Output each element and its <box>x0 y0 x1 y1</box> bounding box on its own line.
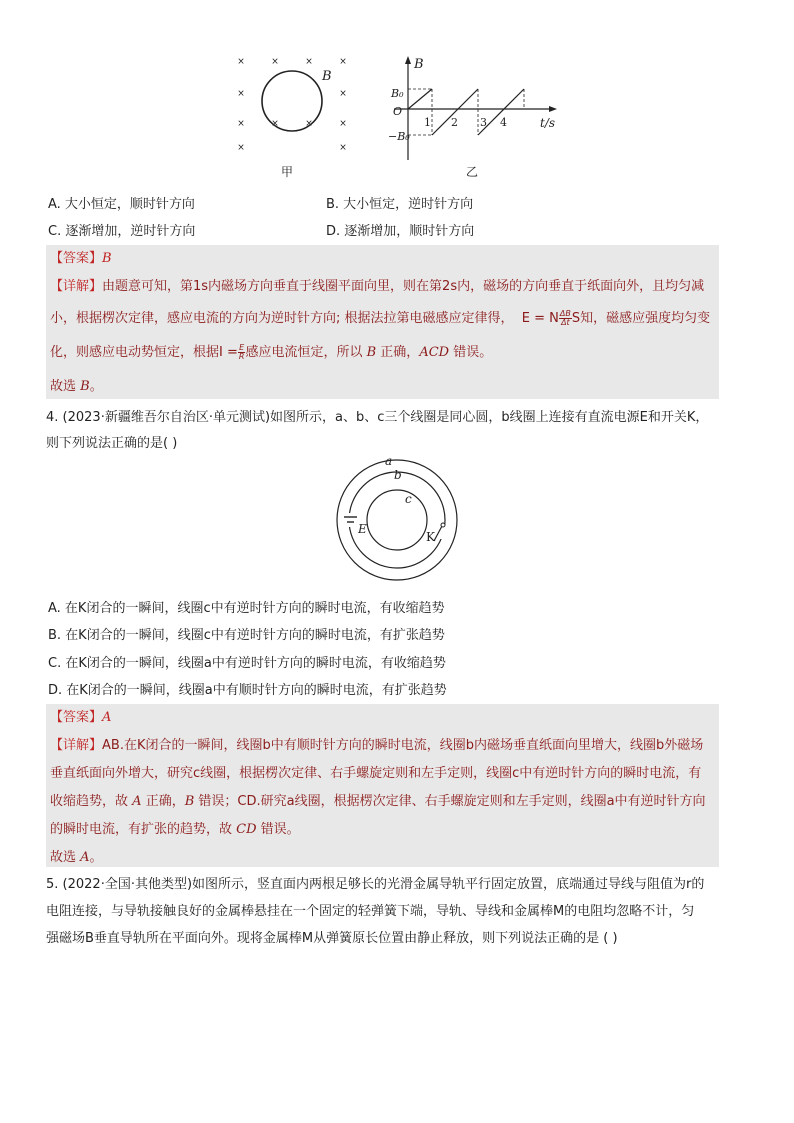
q3-detail-line-5: 感应电流恒定，所以 <box>245 345 363 360</box>
axis-x-label: t/s <box>540 116 556 130</box>
svg-text:×: × <box>339 119 347 129</box>
q3-fraction-e-r: $\frac{E}{R}$ <box>238 343 245 361</box>
q3-answer-block: 【答案】B 【详解】由题意可知，第1s内磁场方向垂直于线圈平面向里，则在第2s内，磁场的方向垂直于纸面向外，且均匀减 小，根据楞次定律，感应电流的方向为逆时针方向; 根据法拉第电磁感应定律得， E = N $\frac{\Delta B}{\Delta t}$ S知，磁感应强度均匀变 化，则感应电动势恒定，根据I = $\frac{E}{R}$ 感应电流恒定，所以 B 正确，ACD 错误。 故选 B。 <box>46 245 719 399</box>
label-k: K <box>426 530 435 544</box>
q3-option-c[interactable]: C. 逐渐增加，逆时针方向 <box>48 224 196 239</box>
q4-detail-line-5: 错误；CD.研究a线圈，根据楞次定律、右手螺旋定则和左手定则，线圈a中有逆时针方向 <box>198 794 706 809</box>
q4-detail-line-6: 的瞬时电流，有扩张的趋势，故 <box>50 822 233 837</box>
tick-4: 4 <box>500 116 507 129</box>
tick-1: 1 <box>424 116 431 129</box>
q3-conclusion: 故选 <box>50 379 77 394</box>
q5-stem-line-1: 5. (2022·全国·其他类型)如图所示，竖直面内两根足够长的光滑金属导轨平行固定放置，底端通过导线与阻值为r的 <box>46 877 705 892</box>
label-B0: B₀ <box>391 87 404 100</box>
figure-jia <box>225 52 365 182</box>
svg-text:×: × <box>305 119 313 129</box>
q5-stem-line-2: 电阻连接，与导轨接触良好的金属棒悬挂在一个固定的轻弹簧下端，导轨、导线和金属棒M的电阻均忽略不计，匀 <box>46 904 695 919</box>
q3-detail-line-1: 由题意可知，第1s内磁场方向垂直于线圈平面向里，则在第2s内，磁场的方向垂直于纸面向外，且均匀减 <box>102 279 705 294</box>
svg-text:×: × <box>339 89 347 99</box>
q4-sym-a: A <box>132 794 142 809</box>
svg-text:×: × <box>271 119 279 129</box>
q4-conclusion: 故选 <box>50 850 77 865</box>
q3-detail-line-7: 错误。 <box>453 345 493 360</box>
label-a: a <box>385 454 393 468</box>
q3-option-a[interactable]: A. 大小恒定，顺时针方向 <box>48 197 195 212</box>
q3-detail-line-4: 化，则感应电动势恒定，根据 <box>50 345 220 360</box>
q4-option-b[interactable]: B. 在K闭合的一瞬间，线圈c中有逆时针方向的瞬时电流，有扩张趋势 <box>48 628 445 643</box>
svg-text:×: × <box>237 143 245 153</box>
q3-formula-e: E = N <box>521 311 559 326</box>
q4-stem-line-2: 则下列说法正确的是( ) <box>46 436 178 451</box>
coil-b <box>349 472 445 568</box>
q4-detail-line-3: 收缩趋势，故 <box>50 794 129 809</box>
label-origin: O <box>393 105 403 118</box>
svg-text:×: × <box>305 57 313 67</box>
tick-2: 2 <box>451 116 458 129</box>
svg-text:×: × <box>339 143 347 153</box>
label-e: E <box>358 522 367 536</box>
figure-coils <box>330 453 465 588</box>
q3-sym-b: B <box>366 345 377 360</box>
q3-answer-value: B <box>102 251 112 266</box>
svg-text:×: × <box>237 57 245 67</box>
q3-detail-label: 【详解】 <box>50 279 103 294</box>
svg-text:×: × <box>237 119 245 129</box>
q4-option-d[interactable]: D. 在K闭合的一瞬间，线圈a中有顺时针方向的瞬时电流，有扩张趋势 <box>48 683 447 698</box>
tick-3: 3 <box>480 116 487 129</box>
q4-detail-line-7: 错误。 <box>260 822 300 837</box>
q4-conclusion-value: A <box>80 850 90 865</box>
axis-y-label: B <box>414 57 424 72</box>
q4-answer-label: 【答案】 <box>50 710 103 725</box>
caption-yi: 乙 <box>466 165 479 179</box>
q4-detail-line-1: AB.在K闭合的一瞬间，线圈b中有顺时针方向的瞬时电流，线圈b内磁场垂直纸面向里增大，线圈b外磁场 <box>102 738 704 753</box>
q3-sym-acd: ACD <box>419 345 450 360</box>
q4-detail-label: 【详解】 <box>50 738 103 753</box>
figure-yi <box>388 52 568 182</box>
q4-answer-block: 【答案】A 【详解】AB.在K闭合的一瞬间，线圈b中有顺时针方向的瞬时电流，线圈b内磁场垂直纸面向里增大，线圈b外磁场 垂直纸面向外增大，研究c线圈，根据楞次定律、右手螺旋定则和左手定则，线圈c中有逆时针方向的瞬时电流，有 收缩趋势，故 A 正确，B 错误；CD.研究a线圈，根据楞次定律、右手螺旋定则和左手定则，线圈a中有逆时针方向 的瞬时电流，有扩张的趋势，故 CD 错误。 故选 A。 <box>46 704 719 867</box>
q3-formula-i: I = <box>219 345 238 360</box>
q4-answer-value: A <box>102 710 112 725</box>
q3-detail-line-3: S知，磁感应强度均匀变 <box>571 311 711 326</box>
q4-option-c[interactable]: C. 在K闭合的一瞬间，线圈a中有逆时针方向的瞬时电流，有收缩趋势 <box>48 656 446 671</box>
field-label-b: B <box>322 69 332 84</box>
q3-detail-line-6: 正确， <box>380 345 420 360</box>
q3-option-d[interactable]: D. 逐渐增加，顺时针方向 <box>326 224 475 239</box>
label-negB0: −B₀ <box>388 130 410 143</box>
q3-detail-line-2: 小，根据楞次定律，感应电流的方向为逆时针方向; 根据法拉第电磁感应定律得， <box>50 311 514 326</box>
q4-detail-line-2: 垂直纸面向外增大，研究c线圈，根据楞次定律、右手螺旋定则和左手定则，线圈c中有逆时针方向的瞬时电流，有 <box>50 766 702 781</box>
q4-stem-line-1: 4. (2023·新疆维吾尔自治区·单元测试)如图所示，a、b、c三个线圈是同心圆，b线圈上连接有直流电源E和开关K， <box>46 410 709 425</box>
svg-text:×: × <box>271 57 279 67</box>
q4-detail-line-4: 正确， <box>145 794 185 809</box>
label-b: b <box>394 468 402 482</box>
q4-option-a[interactable]: A. 在K闭合的一瞬间，线圈c中有逆时针方向的瞬时电流，有收缩趋势 <box>48 601 445 616</box>
caption-jia: 甲 <box>281 165 294 179</box>
q3-answer-label: 【答案】 <box>50 251 103 266</box>
svg-text:×: × <box>237 89 245 99</box>
q4-sym-cd: CD <box>236 822 257 837</box>
q4-sym-b: B <box>184 794 195 809</box>
q3-fraction-db-dt: $\frac{\Delta B}{\Delta t}$ <box>559 309 571 327</box>
coil-circle <box>262 71 322 131</box>
label-c: c <box>405 492 412 506</box>
q3-option-b[interactable]: B. 大小恒定，逆时针方向 <box>326 197 474 212</box>
q3-conclusion-value: B <box>80 379 90 394</box>
coil-c <box>367 490 427 550</box>
q5-stem-line-3: 强磁场B垂直导轨所在平面向外。现将金属棒M从弹簧原长位置由静止释放，则下列说法正确的是 ( ) <box>46 931 618 946</box>
svg-text:×: × <box>339 57 347 67</box>
